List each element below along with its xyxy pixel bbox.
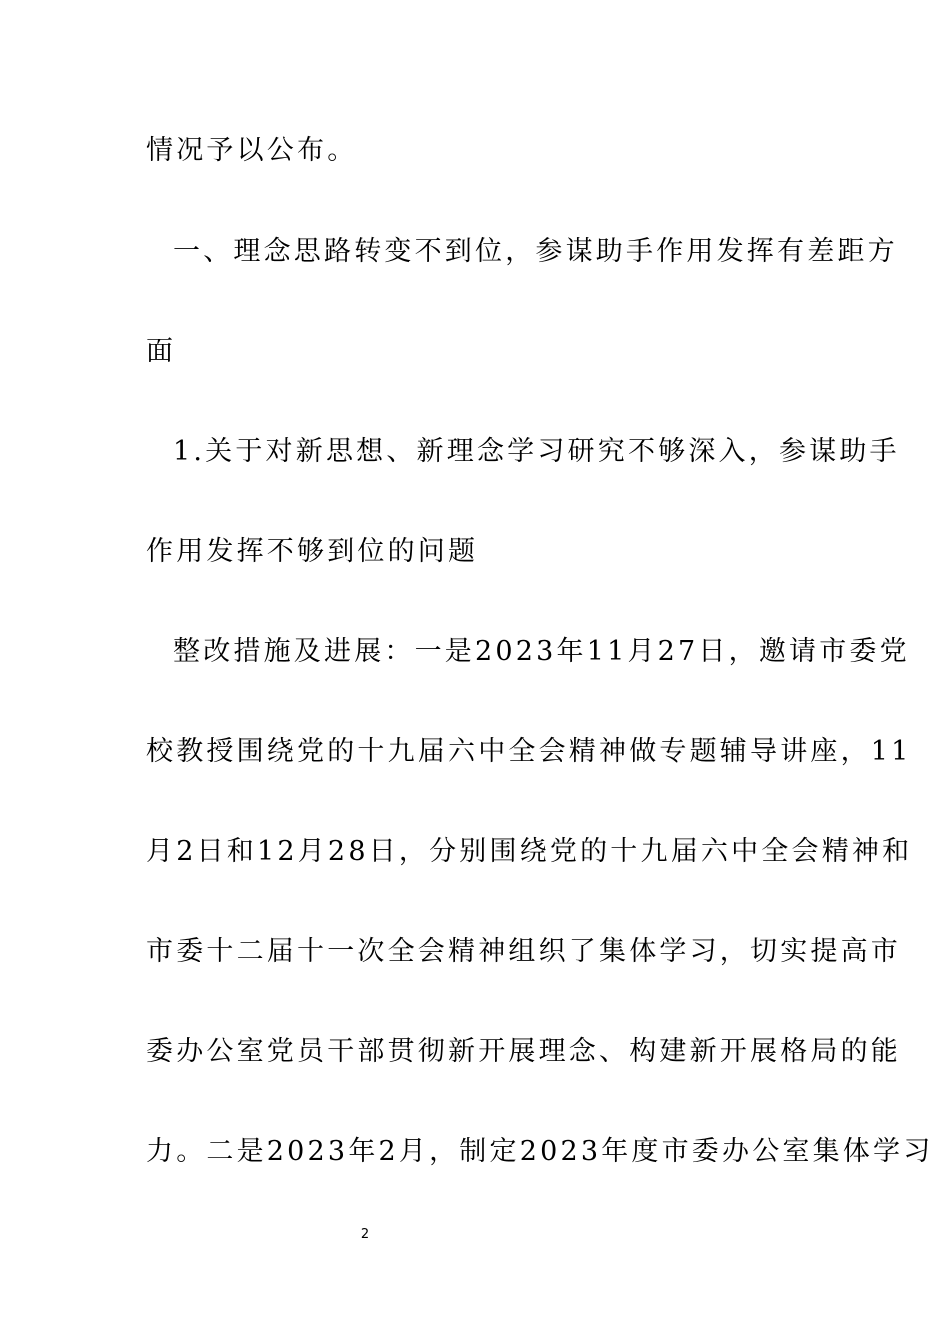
page-number: 2 <box>360 1227 370 1242</box>
subheading-line: 作用发挥不够到位的问题 <box>146 536 479 567</box>
section-heading-line: 一、理念思路转变不到位，参谋助手作用发挥有差距方 <box>173 236 898 267</box>
paragraph-line: 校教授围绕党的十九届六中全会精神做专题辅导讲座，11 <box>146 736 912 767</box>
section-heading-line: 面 <box>146 336 177 367</box>
paragraph-line: 委办公室党员干部贯彻新开展理念、构建新开展格局的能 <box>146 1036 901 1067</box>
paragraph-line: 整改措施及进展：一是2023年11月27日，邀请市委党 <box>173 636 910 667</box>
paragraph-line: 力。二是2023年2月，制定2023年度市委办公室集体学习 <box>146 1136 934 1167</box>
paragraph-line: 月2日和12月28日，分别围绕党的十九届六中全会精神和 <box>146 836 913 867</box>
subheading-line: 1.关于对新思想、新理念学习研究不够深入，参谋助手 <box>173 436 900 467</box>
paragraph-line: 市委十二届十一次全会精神组织了集体学习，切实提高市 <box>146 936 901 967</box>
paragraph-line: 情况予以公布。 <box>146 135 358 166</box>
